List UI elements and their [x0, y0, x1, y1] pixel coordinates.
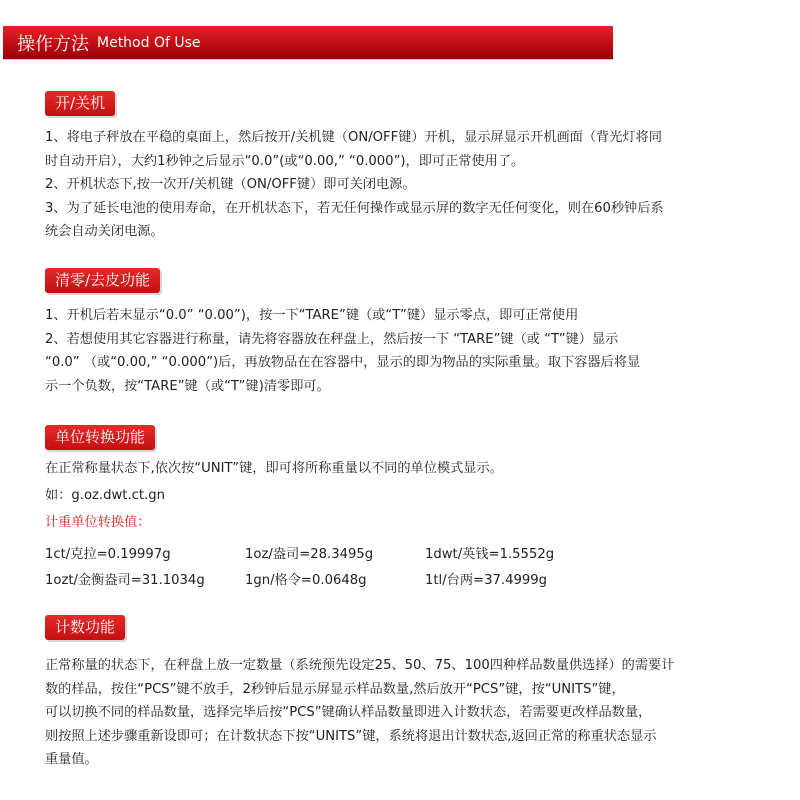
count-line-3: 可以切换不同的样品数量，选择完毕后按“PCS”键确认样品数量即进入计数状态，若需要更改样品数量， [45, 705, 652, 720]
power-line-1: 1、将电子秤放在平稳的桌面上，然后按开/关机键（ON/OFF键）开机，显示屏显示开机画面（背光灯将同 [45, 130, 662, 145]
section-power [45, 91, 760, 116]
power-line-5: 统会自动关闭电源。 [45, 224, 164, 239]
count-line-5: 重量值。 [45, 752, 98, 767]
tare-line-3: “0.0” （或“0.00,” “0.000”)后，再放物品在在容器中，显示的即为物品的实际重量。取下容器后将显 [45, 355, 641, 370]
section-title-count: 计数功能 [45, 615, 125, 640]
section-title-unit: 单位转换功能 [45, 425, 155, 450]
unit-line-1: 在正常称量状态下,依次按“UNIT”键，即可将所称重量以不同的单位模式显示。 [45, 461, 503, 476]
section-unit-body [45, 457, 760, 534]
tare-line-1: 1、开机后若末显示“0.0” “0.00”)，按一下“TARE”键（或“T”键）显示零点，即可正常使用 [45, 308, 579, 323]
conversion-oz: 1oz/盎司=28.3495g [245, 547, 374, 562]
unit-line-2: 如：g.oz.dwt.ct.gn [45, 487, 165, 503]
section-tare-body [45, 304, 760, 398]
section-power-body [45, 126, 760, 244]
count-line-2: 数的样品，按住“PCS”键不放手，2秒钟后显示屏显示样品数量,然后放开“PCS”键，按“UNITS”键， [45, 681, 625, 697]
power-line-3: 2、开机状态下,按一次开/关机键（ON/OFF键）即可关闭电源。 [45, 177, 416, 192]
tare-line-2: 2、若想使用其它容器进行称量，请先将容器放在秤盘上，然后按一下 “TARE”键（或 “T”键）显示 [45, 331, 619, 347]
count-line-1: 正常称量的状态下，在秤盘上放一定数量（系统预先设定25、50、75、100四种样品数量供选择）的需要计 [45, 658, 675, 673]
header-title-en: Method Of Use [97, 34, 201, 51]
conversion-gn: 1gn/格令=0.0648g [245, 573, 367, 588]
tare-line-4: 示一个负数，按“TARE”键（或“T”键)清零即可。 [45, 378, 330, 394]
section-count-body [45, 654, 760, 772]
conversion-ozt: 1ozt/金衡盎司=31.1034g [45, 573, 205, 588]
conversion-label: 计重单位转换值： [45, 515, 151, 530]
section-unit [45, 425, 760, 450]
conversion-ct: 1ct/克拉=0.19997g [45, 547, 171, 562]
power-line-2: 时自动开启），大约1秒钟之后显示“0.0”(或“0.00,” “0.000”)，即可正常使用了。 [45, 153, 525, 169]
section-title-power: 开/关机 [45, 91, 115, 116]
section-count [45, 615, 760, 640]
conversion-dwt: 1dwt/英钱=1.5552g [425, 547, 555, 562]
conversion-tl: 1tl/台两=37.4999g [425, 573, 547, 588]
header-title-cn: 操作方法 [17, 33, 89, 55]
section-title-tare: 清零/去皮功能 [45, 268, 160, 293]
section-tare [45, 268, 760, 293]
power-line-4: 3、为了延长电池的使用寿命，在开机状态下，若无任何操作或显示屏的数字无任何变化，则在60秒钟后系 [45, 200, 664, 216]
count-line-4: 则按照上述步骤重新设即可；在计数状态下按“UNITS”键，系统将退出计数状态,返回正常的称重状态显示 [45, 728, 657, 744]
page-header [3, 26, 613, 60]
